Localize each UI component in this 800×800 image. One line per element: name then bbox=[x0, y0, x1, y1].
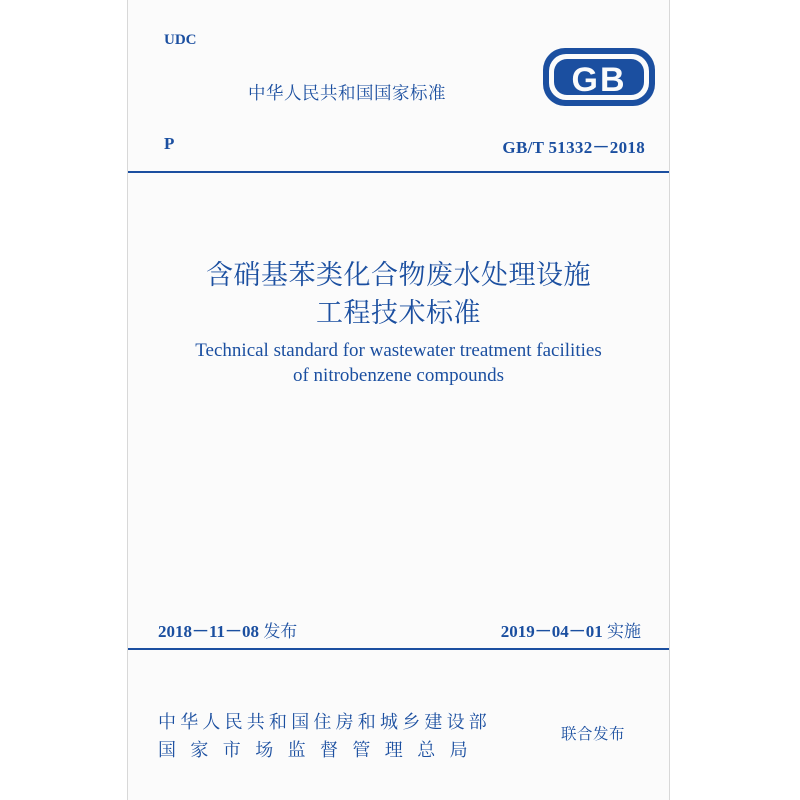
issue-date: 2018－11－08 bbox=[158, 622, 260, 641]
issuing-department-2: 国家市场监督管理总局 bbox=[158, 740, 482, 761]
title-chinese-line2: 工程技术标准 bbox=[316, 298, 481, 328]
implementation-date: 2019－04－01 bbox=[500, 622, 603, 641]
title-english-line1: Technical standard for wastewater treatment facilities bbox=[195, 340, 602, 361]
title-english-line2: of nitrobenzene compounds bbox=[292, 365, 505, 386]
issue-date-line bbox=[158, 617, 297, 642]
gb-logo-text: GB bbox=[571, 61, 627, 99]
issue-label: 发布 bbox=[263, 622, 298, 642]
issuing-department-1: 中华人民共和国住房和城乡建设部 bbox=[158, 712, 491, 733]
standard-cover bbox=[127, 0, 670, 800]
udc-label: UDC bbox=[164, 32, 197, 48]
national-standard-heading: 中华人民共和国国家标准 bbox=[248, 84, 446, 104]
standard-number: GB/T 51332－2018 bbox=[502, 138, 645, 157]
joint-release-label: 联合发布 bbox=[561, 725, 626, 743]
implementation-date-line bbox=[501, 617, 641, 642]
footer-divider bbox=[128, 648, 669, 650]
category-code: P bbox=[164, 134, 175, 153]
title-chinese-line1: 含硝基苯类化合物废水处理设施 bbox=[206, 260, 591, 290]
header-divider bbox=[128, 171, 669, 173]
gb-logo-icon bbox=[540, 44, 658, 110]
implementation-label: 实施 bbox=[607, 622, 641, 642]
